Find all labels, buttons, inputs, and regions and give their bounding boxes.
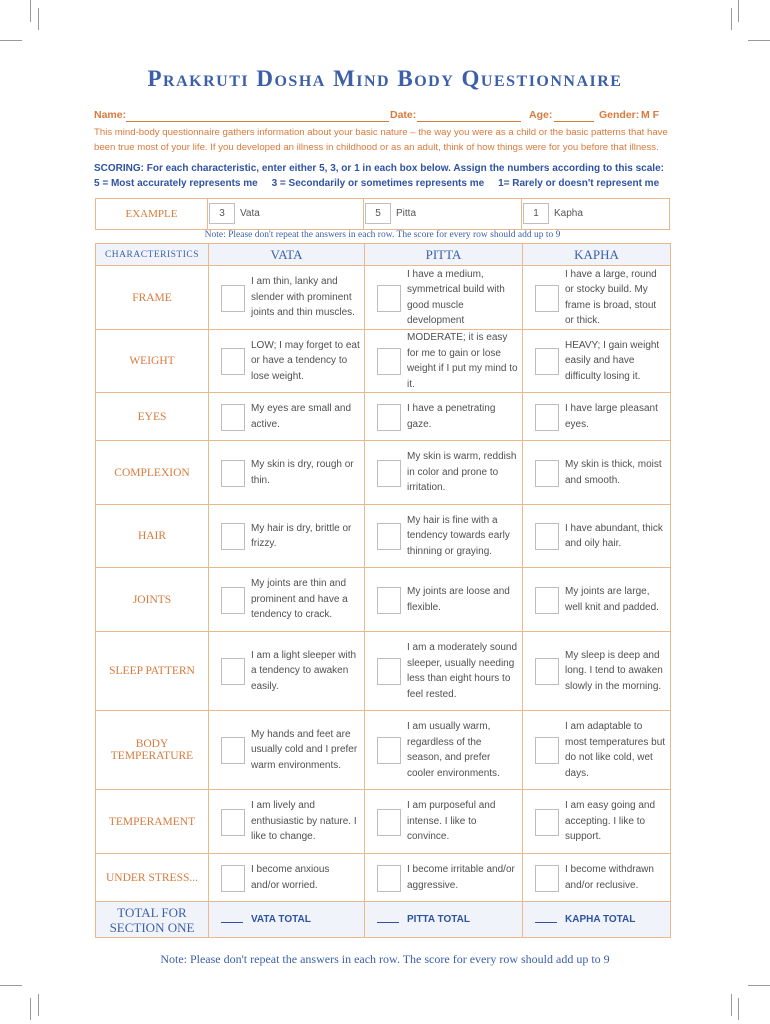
pitta-score-box[interactable] xyxy=(377,460,401,487)
pitta-score-box[interactable] xyxy=(377,285,401,312)
pitta-description: I am purposeful and intense. I like to convince. xyxy=(407,800,496,843)
characteristic-label: COMPLEXION xyxy=(96,441,209,505)
vata-cell xyxy=(209,441,365,505)
vata-score-box[interactable] xyxy=(221,285,245,312)
questionnaire-table xyxy=(95,243,671,938)
table-row xyxy=(96,330,671,393)
kapha-score-box[interactable] xyxy=(535,460,559,487)
pitta-total-cell xyxy=(365,902,523,938)
pitta-description: My skin is warm, reddish in color and prone to irritation. xyxy=(407,451,517,494)
pitta-cell xyxy=(365,711,523,790)
vata-description: LOW; I may forget to eat or have a tendency to lose weight. xyxy=(251,339,360,382)
example-kapha-score: 1 xyxy=(523,203,549,224)
vata-total-label: VATA TOTAL xyxy=(251,914,311,925)
kapha-score-box[interactable] xyxy=(535,523,559,550)
page-title: Prakruti Dosha Mind Body Questionnaire xyxy=(147,66,623,91)
example-kapha xyxy=(523,199,669,229)
vata-score-box[interactable] xyxy=(221,523,245,550)
table-row xyxy=(96,266,671,330)
crop-mark xyxy=(30,0,31,22)
header-row xyxy=(96,244,671,266)
kapha-total-label: KAPHA TOTAL xyxy=(565,914,636,925)
kapha-total-field[interactable] xyxy=(535,922,557,923)
kapha-score-box[interactable] xyxy=(535,658,559,685)
kapha-score-box[interactable] xyxy=(535,865,559,892)
kapha-cell xyxy=(523,441,671,505)
kapha-description: I have abundant, thick and oily hair. xyxy=(565,522,663,549)
pitta-total-field[interactable] xyxy=(377,922,399,923)
table-row xyxy=(96,790,671,854)
characteristic-label: FRAME xyxy=(96,266,209,330)
pitta-score-box[interactable] xyxy=(377,865,401,892)
pitta-description: My hair is fine with a tendency towards early thinning or graying. xyxy=(407,514,510,557)
example-pitta-name: Pitta xyxy=(396,208,417,219)
pitta-description: I have a medium, symmetrical build with good muscle development xyxy=(407,268,505,326)
crop-mark xyxy=(731,8,732,30)
vata-score-box[interactable] xyxy=(221,809,245,836)
table-row xyxy=(96,505,671,568)
table-row xyxy=(96,441,671,505)
kapha-description: HEAVY; I gain weight easily and have difficulty losing it. xyxy=(565,339,660,382)
vata-cell xyxy=(209,568,365,632)
kapha-cell xyxy=(523,393,671,441)
kapha-description: I become withdrawn and/or reclusive. xyxy=(565,864,654,891)
pitta-cell xyxy=(365,854,523,902)
kapha-description: I am adaptable to most temperatures but do not like cold, wet days. xyxy=(565,721,666,779)
characteristic-label: HAIR xyxy=(96,505,209,568)
kapha-cell xyxy=(523,711,671,790)
crop-mark xyxy=(748,985,770,986)
totals-label: TOTAL FOR SECTION ONE xyxy=(96,902,209,938)
pitta-score-box[interactable] xyxy=(377,737,401,764)
table-row xyxy=(96,632,671,711)
example-vata-score: 3 xyxy=(209,203,235,224)
vata-score-box[interactable] xyxy=(221,348,245,375)
vata-score-box[interactable] xyxy=(221,737,245,764)
crop-mark xyxy=(748,40,770,41)
kapha-cell xyxy=(523,330,671,393)
vata-total-field[interactable] xyxy=(221,922,243,923)
pitta-description: My joints are loose and flexible. xyxy=(407,586,510,613)
example-pitta xyxy=(365,199,522,229)
gender-options[interactable]: M F xyxy=(641,109,660,121)
vata-cell xyxy=(209,790,365,854)
example-row xyxy=(95,198,670,230)
example-kapha-name: Kapha xyxy=(554,208,583,219)
vata-score-box[interactable] xyxy=(221,460,245,487)
pitta-description: MODERATE; it is easy for me to gain or lose weight if I put my mind to it. xyxy=(407,332,518,390)
vata-description: I am thin, lanky and slender with prominent joints and thin muscles. xyxy=(251,276,355,319)
scoring-line-2: 5 = Most accurately represents me 3 = Secondarily or sometimes represents me 1= Rarely or doesn't represent me xyxy=(94,178,660,189)
kapha-description: My joints are large, well knit and padded. xyxy=(565,586,659,613)
vata-cell xyxy=(209,505,365,568)
kapha-cell xyxy=(523,266,671,330)
pitta-score-box[interactable] xyxy=(377,523,401,550)
date-label: Date: xyxy=(390,109,417,121)
characteristic-label: JOINTS xyxy=(96,568,209,632)
scoring-line-1: SCORING: For each characteristic, enter either 5, 3, or 1 in each box below. Assign the numbers according to this scale: xyxy=(94,163,664,174)
kapha-score-box[interactable] xyxy=(535,587,559,614)
example-vata xyxy=(209,199,364,229)
table-row xyxy=(96,393,671,441)
vata-cell xyxy=(209,854,365,902)
vata-score-box[interactable] xyxy=(221,658,245,685)
gender-label: Gender: xyxy=(599,109,640,121)
characteristic-label: EYES xyxy=(96,393,209,441)
pitta-description: I am a moderately sound sleeper, usually needing less than eight hours to feel rested. xyxy=(407,642,518,700)
vata-score-box[interactable] xyxy=(221,404,245,431)
kapha-score-box[interactable] xyxy=(535,809,559,836)
kapha-description: I am easy going and accepting. I like to support. xyxy=(565,800,656,843)
crop-mark xyxy=(0,985,22,986)
vata-description: I become anxious and/or worried. xyxy=(251,864,330,891)
vata-description: My joints are thin and prominent and have a tendency to crack. xyxy=(251,578,348,621)
header-characteristics: CHARACTERISTICS xyxy=(96,244,209,266)
pitta-score-box[interactable] xyxy=(377,658,401,685)
crop-mark xyxy=(738,0,739,22)
note-top: Note: Please don't repeat the answers in each row. The score for every row should add up to 9 xyxy=(204,230,561,240)
pitta-cell xyxy=(365,505,523,568)
kapha-cell xyxy=(523,505,671,568)
kapha-cell xyxy=(523,854,671,902)
pitta-cell xyxy=(365,790,523,854)
pitta-score-box[interactable] xyxy=(377,348,401,375)
pitta-description: I have a penetrating gaze. xyxy=(407,403,496,430)
crop-mark xyxy=(38,994,39,1016)
pitta-cell xyxy=(365,632,523,711)
pitta-description: I am usually warm, regardless of the season, and prefer cooler environments. xyxy=(407,721,500,779)
vata-total-cell xyxy=(209,902,365,938)
personal-info-line xyxy=(94,109,674,123)
pitta-cell xyxy=(365,330,523,393)
crop-mark xyxy=(0,40,22,41)
example-pitta-score: 5 xyxy=(365,203,391,224)
vata-cell xyxy=(209,711,365,790)
name-label: Name: xyxy=(94,109,127,121)
kapha-score-box[interactable] xyxy=(535,404,559,431)
pitta-cell xyxy=(365,266,523,330)
kapha-description: My sleep is deep and long. I tend to awaken slowly in the morning. xyxy=(565,649,663,692)
name-field[interactable] xyxy=(126,121,389,122)
vata-description: I am lively and enthusiastic by nature. I like to change. xyxy=(251,800,357,843)
table-row xyxy=(96,711,671,790)
characteristic-label: TEMPERAMENT xyxy=(96,790,209,854)
crop-mark xyxy=(731,994,732,1016)
table-row xyxy=(96,854,671,902)
crop-mark xyxy=(38,8,39,30)
kapha-description: I have large pleasant eyes. xyxy=(565,403,658,430)
vata-description: My hair is dry, brittle or frizzy. xyxy=(251,522,352,549)
vata-cell xyxy=(209,632,365,711)
kapha-total-cell xyxy=(523,902,671,938)
pitta-score-box[interactable] xyxy=(377,404,401,431)
totals-row xyxy=(96,902,671,938)
scoring-instructions xyxy=(94,161,684,191)
pitta-cell xyxy=(365,568,523,632)
pitta-cell xyxy=(365,441,523,505)
table-row xyxy=(96,568,671,632)
characteristic-label: WEIGHT xyxy=(96,330,209,393)
kapha-cell xyxy=(523,632,671,711)
date-field[interactable] xyxy=(417,121,521,122)
vata-description: My hands and feet are usually cold and I prefer warm environments. xyxy=(251,728,358,771)
pitta-score-box[interactable] xyxy=(377,587,401,614)
characteristic-label: UNDER STRESS... xyxy=(96,854,209,902)
characteristic-label: BODY TEMPERATURE xyxy=(96,711,209,790)
pitta-description: I become irritable and/or aggressive. xyxy=(407,864,515,891)
note-bottom: Note: Please don't repeat the answers in each row. The score for every row should add up to 9 xyxy=(160,952,610,966)
age-label: Age: xyxy=(529,109,553,121)
example-vata-name: Vata xyxy=(240,208,260,219)
vata-score-box[interactable] xyxy=(221,587,245,614)
kapha-score-box[interactable] xyxy=(535,737,559,764)
age-field[interactable] xyxy=(554,121,594,122)
kapha-score-box[interactable] xyxy=(535,285,559,312)
vata-cell xyxy=(209,330,365,393)
example-label: EXAMPLE xyxy=(96,199,208,229)
kapha-description: I have a large, round or stocky build. My frame is broad, stout or thick. xyxy=(565,268,657,326)
vata-score-box[interactable] xyxy=(221,865,245,892)
pitta-score-box[interactable] xyxy=(377,809,401,836)
header-kapha: KAPHA xyxy=(523,244,671,266)
pitta-total-label: PITTA TOTAL xyxy=(407,914,470,925)
kapha-cell xyxy=(523,790,671,854)
vata-cell xyxy=(209,266,365,330)
pitta-cell xyxy=(365,393,523,441)
vata-description: I am a light sleeper with a tendency to awaken easily. xyxy=(251,649,357,692)
kapha-score-box[interactable] xyxy=(535,348,559,375)
header-vata: VATA xyxy=(209,244,365,266)
characteristic-label: SLEEP PATTERN xyxy=(96,632,209,711)
intro-text: This mind-body questionnaire gathers information about your basic nature – the way you were as a child or the basic patterns that have been true most of your life. If you developed an illness in childhood or as an adult, think of how things were for you before that illness. xyxy=(94,127,668,153)
kapha-description: My skin is thick, moist and smooth. xyxy=(565,459,662,486)
kapha-cell xyxy=(523,568,671,632)
crop-mark xyxy=(30,998,31,1020)
vata-description: My eyes are small and active. xyxy=(251,403,352,430)
header-pitta: PITTA xyxy=(365,244,523,266)
vata-description: My skin is dry, rough or thin. xyxy=(251,459,354,486)
vata-cell xyxy=(209,393,365,441)
crop-mark xyxy=(738,998,739,1020)
